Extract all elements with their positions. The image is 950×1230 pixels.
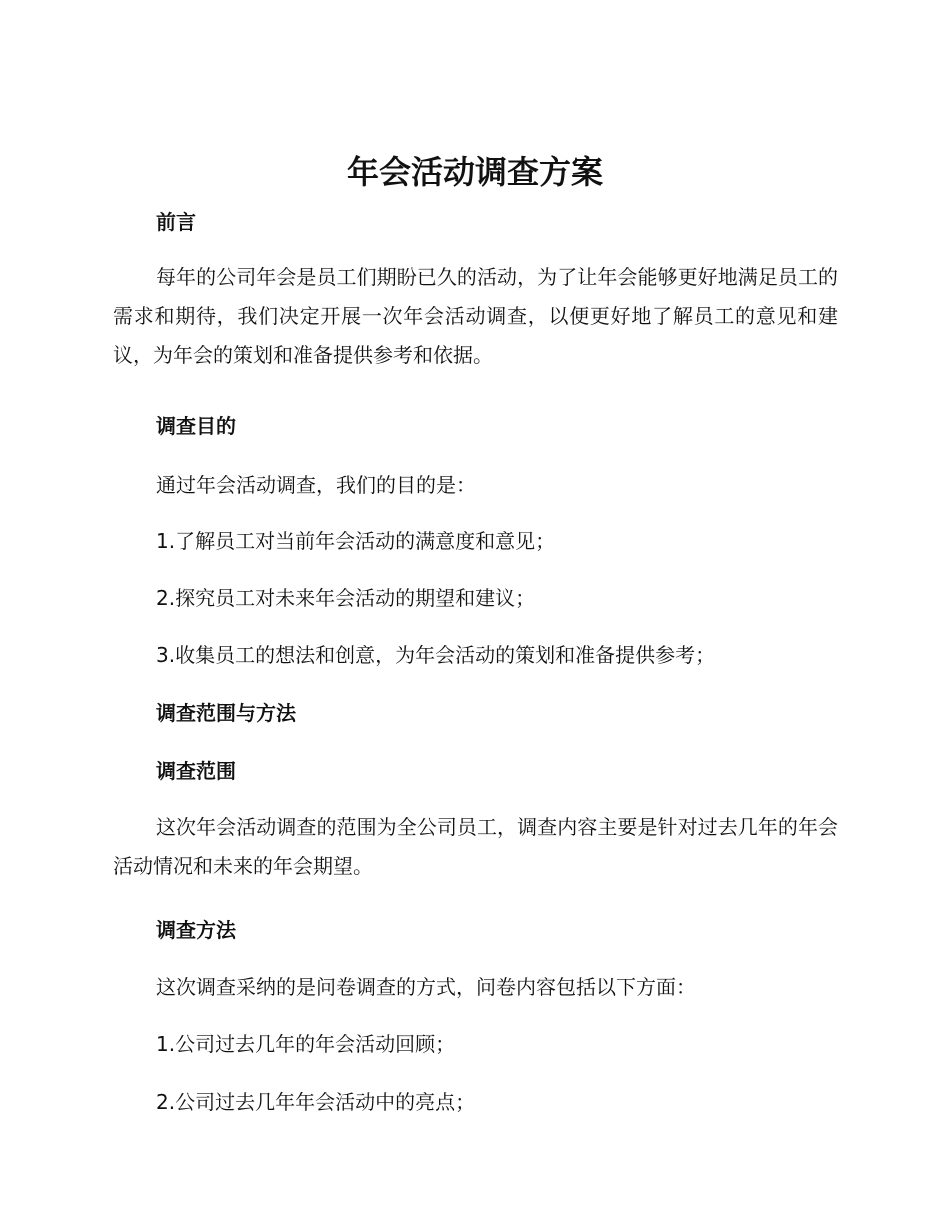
purpose-item-2: 2.探究员工对未来年会活动的期望和建议； <box>156 586 536 610</box>
method-item-1: 1.公司过去几年的年会活动回顾； <box>156 1032 456 1056</box>
scope-method-heading: 调查范围与方法 <box>156 701 296 725</box>
method-intro: 这次调查采纳的是问卷调查的方式，问卷内容包括以下方面： <box>156 975 696 999</box>
purpose-intro: 通过年会活动调查，我们的目的是： <box>156 473 476 497</box>
purpose-item-1: 1.了解员工对当前年会活动的满意度和意见； <box>156 529 556 553</box>
method-item-2: 2.公司过去几年年会活动中的亮点； <box>156 1090 476 1114</box>
purpose-item-3: 3.收集员工的想法和创意，为年会活动的策划和准备提供参考； <box>156 643 716 667</box>
purpose-heading: 调查目的 <box>156 414 236 438</box>
scope-heading: 调查范围 <box>156 759 236 783</box>
method-heading: 调查方法 <box>156 918 236 942</box>
document-title: 年会活动调查方案 <box>346 153 603 191</box>
preface-paragraph: 每年的公司年会是员工们期盼已久的活动，为了让年会能够更好地满足员工的需求和期待，我们决定开展一次年会活动调查，以便更好地了解员工的意见和建议，为年会的策划和准备提供参考和依据。 <box>113 265 838 367</box>
preface-heading: 前言 <box>156 210 196 234</box>
scope-paragraph: 这次年会活动调查的范围为全公司员工，调查内容主要是针对过去几年的年会活动情况和未来的年会期望。 <box>113 815 838 878</box>
